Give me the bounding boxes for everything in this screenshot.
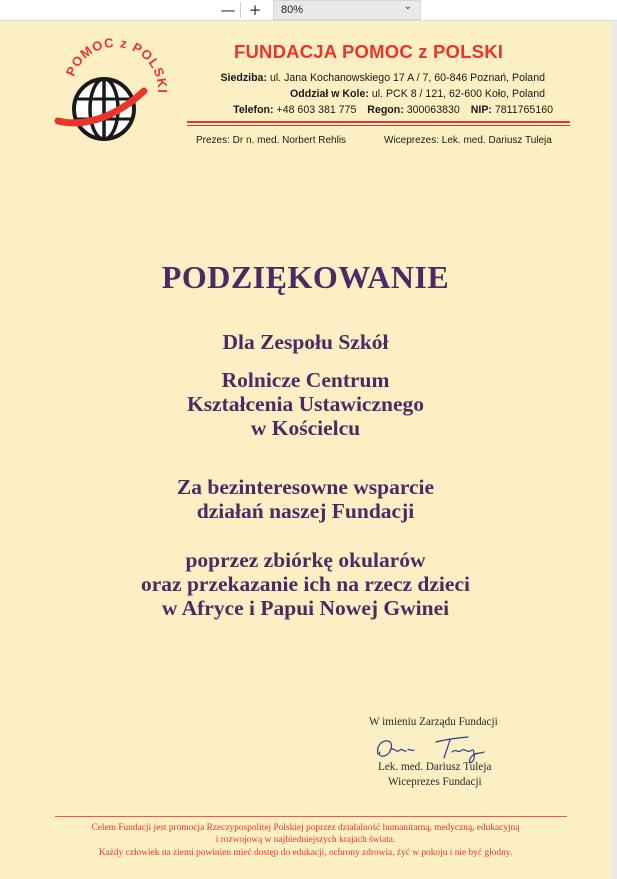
phone-label: Telefon: bbox=[233, 104, 274, 116]
hq-address bbox=[220, 72, 545, 84]
nip-label: NIP: bbox=[470, 104, 492, 116]
nip-number: 7811765160 bbox=[494, 104, 553, 116]
footer-line: i rozwojową w najbiedniejszych krajach świata. bbox=[215, 835, 396, 845]
document-page bbox=[0, 21, 611, 879]
zoom-in-button[interactable]: + bbox=[248, 0, 262, 19]
foundation-logo bbox=[52, 37, 172, 149]
document-title: PODZIĘKOWANIE bbox=[161, 259, 450, 295]
hq-label: Siedziba: bbox=[220, 72, 267, 84]
signatory-role: Wiceprezes Fundacji bbox=[388, 776, 482, 788]
branch-label: Oddział w Kole: bbox=[290, 88, 369, 100]
letterhead-divider bbox=[187, 121, 570, 123]
chevron-down-icon: ⌄ bbox=[403, 1, 412, 12]
page-scroll-gutter bbox=[611, 21, 617, 879]
president: Prezes: Dr n. med. Norbert Rehlis bbox=[196, 135, 347, 146]
footer-divider bbox=[55, 816, 567, 817]
footer-line: Celem Fundacji jest promocja Rzeczypospolitej Polskiej poprzez działalność humanitarną, medyczną, edukacyjną bbox=[91, 823, 520, 833]
vice-president: Wiceprezes: Lek. med. Dariusz Tuleja bbox=[384, 135, 552, 146]
org-name: FUNDACJA POMOC z POLSKI bbox=[234, 41, 504, 62]
body-line: oraz przekazanie ich na rzecz dzieci bbox=[141, 572, 470, 596]
signatory-name: Lek. med. Dariusz Tuleja bbox=[378, 761, 492, 773]
body-line: w Afryce i Papui Nowej Gwinei bbox=[161, 596, 450, 620]
contact-ids bbox=[233, 104, 553, 116]
branch-address bbox=[290, 88, 545, 100]
letterhead-divider bbox=[187, 125, 570, 127]
zoom-select[interactable] bbox=[273, 0, 421, 20]
phone-number: +48 603 381 775 bbox=[276, 104, 357, 116]
body-line: działań naszej Fundacji bbox=[196, 499, 415, 523]
viewer-toolbar bbox=[0, 0, 617, 21]
regon-label: Regon: bbox=[367, 104, 404, 116]
branch-address-text: ul. PCK 8 / 121, 62-600 Koło, Poland bbox=[371, 88, 545, 100]
logo-arc-text: POMOC z POLSKI bbox=[62, 37, 171, 95]
body-line: Dla Zespołu Szkół bbox=[222, 330, 389, 354]
body-line: poprzez zbiórkę okularów bbox=[185, 548, 426, 572]
hq-address-text: ul. Jana Kochanowskiego 17 A / 7, 60-846 Poznań, Poland bbox=[269, 72, 545, 84]
on-behalf-text: W imieniu Zarządu Fundacji bbox=[369, 716, 498, 728]
body-line: Rolnicze Centrum bbox=[221, 368, 390, 392]
body-line: Kształcenia Ustawicznego bbox=[186, 392, 425, 416]
body-line: Za bezinteresowne wsparcie bbox=[176, 475, 435, 499]
zoom-value: 80% bbox=[281, 4, 304, 16]
body-line: w Kościelcu bbox=[250, 416, 361, 440]
regon-number: 300063830 bbox=[406, 104, 460, 116]
zoom-out-button[interactable]: — bbox=[220, 0, 236, 19]
toolbar-divider bbox=[240, 2, 241, 18]
footer-line: Każdy człowiek na ziemi powinien mieć dostęp do edukacji, ochrony zdrowia, żyć w pokoju i nie być głodny. bbox=[98, 848, 513, 858]
